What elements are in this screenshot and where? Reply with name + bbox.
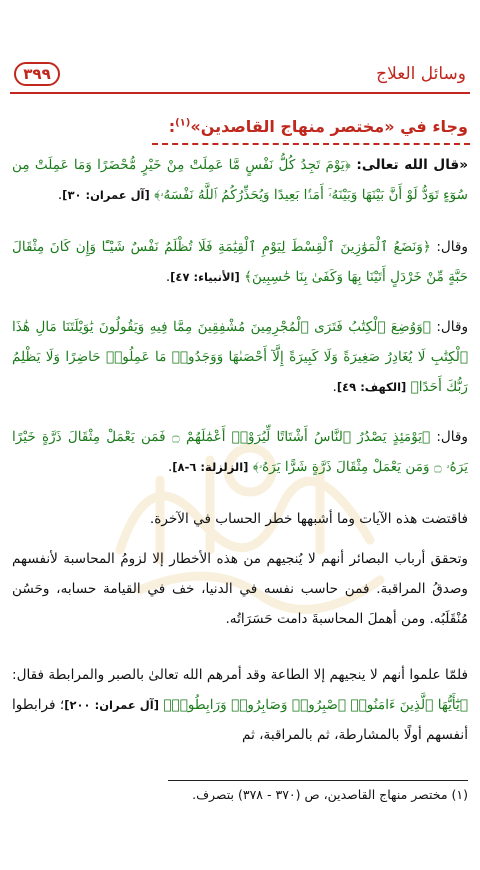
section-heading-colon: :	[168, 117, 176, 136]
heading-underline	[152, 143, 470, 145]
paragraph-1	[12, 150, 468, 210]
paragraph-3-intro: وقال:	[430, 319, 469, 335]
paragraph-1-intro: «قال الله تعالى:	[350, 157, 468, 173]
section-heading-text: وجاء في «مختصر منهاج القاصدين»	[190, 117, 468, 136]
footnote-divider	[168, 780, 468, 781]
header-divider	[10, 92, 470, 94]
paragraph-2-intro: وقال:	[430, 239, 468, 255]
paragraph-5-text: فاقتضت هذه الآيات وما أشبهها خطر الحساب في الآخرة.	[149, 511, 468, 527]
verse-reference-1: [آل عمران: ٣٠]	[62, 188, 150, 202]
footnote-text: (١) مختصر منهاج القاصدين، ص (٣٧٠ - ٣٧٨) بتصرف.	[192, 787, 468, 802]
section-heading	[169, 117, 468, 136]
paragraph-7-end: ؛ فرابطوا أنفسهم أولًا بالمشارطة، ثم بالمراقبة، ثم	[12, 697, 468, 743]
quran-verse-3: ﴿وَوُضِعَ ٱلْكِتَٰبُ فَتَرَى ٱلْمُجْرِمِينَ مُشْفِقِينَ مِمَّا فِيهِ وَيَقُولُونَ يَٰوَيْلَتَنَا مَالِ هَٰذَا ٱلْكِتَٰبِ لَا يُغَادِرُ صَغِيرَةً وَلَا كَبِيرَةً إِلَّآ أَحْصَىٰهَا وَوَجَدُوا۟ مَا عَمِلُوا۟ حَاضِرًا وَلَا يَظْلِمُ رَبُّكَ أَحَدًا﴾	[12, 319, 468, 395]
paragraph-7	[12, 660, 468, 750]
paragraph-7-intro: فلمّا علموا أنهم لا ينجيهم إلا الطاعة وقد أمرهم الله تعالىٰ بالصبر والمرابطة فقال:	[12, 667, 468, 683]
page-number: ٣٩٩	[14, 62, 60, 86]
page-header	[10, 62, 470, 90]
paragraph-4	[12, 422, 468, 482]
paragraph-2	[12, 232, 468, 292]
verse-reference-2: [الأنبياء: ٤٧]	[170, 270, 240, 284]
quran-verse-4: ﴿يَوْمَئِذٍ يَصْدُرُ ٱلنَّاسُ أَشْتَاتًا لِّيُرَوْا۟ أَعْمَٰلَهُمْ ۝ فَمَن يَعْمَلْ مِثْقَالَ ذَرَّةٍ خَيْرًا يَرَهُۥ ۝ وَمَن يَعْمَلْ مِثْقَالَ ذَرَّةٍ شَرًّا يَرَهُۥ﴾	[12, 429, 468, 475]
quran-verse-5: ﴿يَٰٓأَيُّهَا ٱلَّذِينَ ءَامَنُوا۟ ٱصْبِرُوا۟ وَصَابِرُوا۟ وَرَابِطُوا۟﴾	[163, 697, 468, 713]
verse-reference-5: [آل عمران: ٢٠٠]	[64, 698, 159, 712]
paragraph-1-end: .	[57, 187, 63, 203]
quran-verse-2: ﴿وَنَضَعُ ٱلْمَوَٰزِينَ ٱلْقِسْطَ لِيَوْمِ ٱلْقِيَٰمَةِ فَلَا تُظْلَمُ نَفْسٌ شَيْـًٔا وَإِن كَانَ مِثْقَالَ حَبَّةٍ مِّنْ خَرْدَلٍ أَتَيْنَا بِهَا وَكَفَىٰ بِنَا حَٰسِبِينَ﴾	[12, 239, 468, 285]
paragraph-6	[12, 544, 468, 634]
running-title: وسائل العلاج	[376, 64, 466, 84]
paragraph-2-end: .	[165, 269, 171, 285]
paragraph-4-end: .	[167, 459, 173, 475]
paragraph-6-text: وتحقق أرباب البصائر أنهم لا يُنجيهم من هذه الأخطار إلا لزومُ المحاسبة لأنفسهم وصدقُ المراقبة. فمن حاسب نفسه في الدنيا، خف في القيامة حسابه، وحَسُن مُنْقَلَبُه. ومن أهملَ المحاسبةَ دامت حَسَرَاتُه.	[12, 551, 468, 627]
verse-reference-4: [الزلزلة: ٦-٨]	[172, 460, 249, 474]
paragraph-5	[12, 504, 468, 534]
paragraph-3	[12, 312, 468, 402]
quran-verse-1: ﴿يَوْمَ تَجِدُ كُلُّ نَفْسٍ مَّا عَمِلَتْ مِنْ خَيْرٍ مُّحْضَرًا وَمَا عَمِلَتْ مِن سُوٓءٍ تَوَدُّ لَوْ أَنَّ بَيْنَهَا وَبَيْنَهُۥٓ أَمَدًۢا بَعِيدًا وَيُحَذِّرُكُمُ ٱللَّهُ نَفْسَهُۥ﴾	[12, 157, 468, 203]
footnote	[192, 784, 468, 806]
verse-reference-3: [الكهف: ٤٩]	[336, 380, 407, 394]
paragraph-3-end: .	[332, 379, 337, 395]
paragraph-4-intro: وقال:	[430, 429, 468, 445]
footnote-reference: (١)	[175, 117, 191, 129]
